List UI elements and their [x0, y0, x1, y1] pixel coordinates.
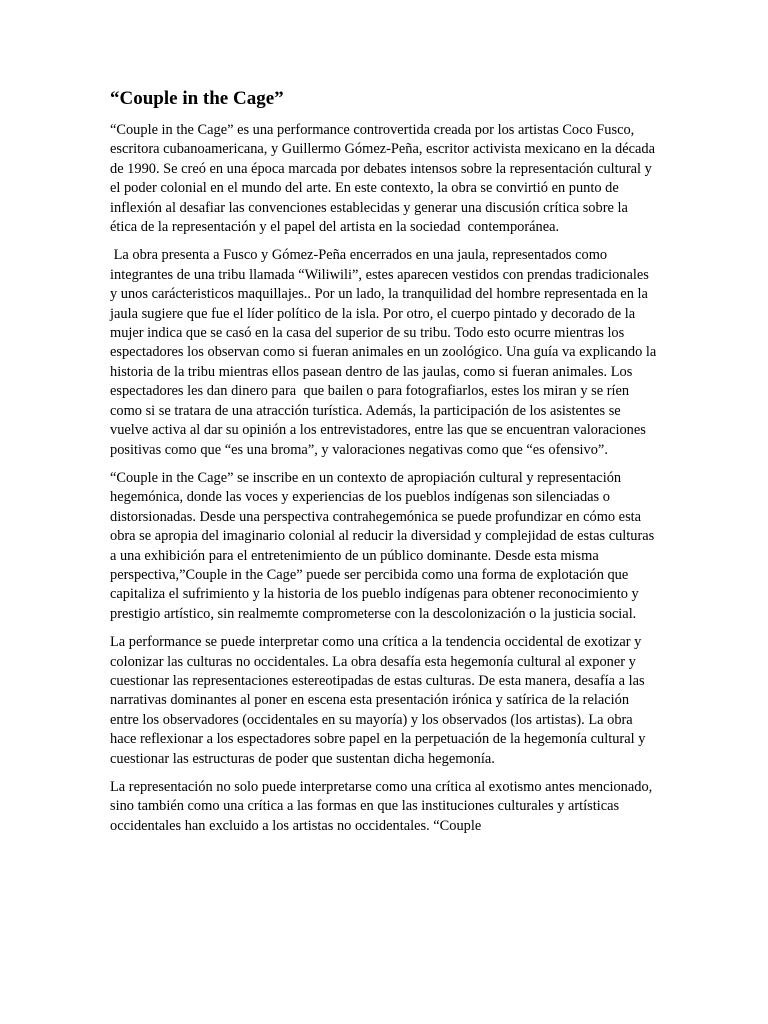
paragraph-5: La representación no solo puede interpretarse como una crítica al exotismo antes mencionado, sino también como una crítica a las formas en que las instituciones culturales y artísticas occidentales han excluido a los artistas no occidentales. “Couple — [110, 779, 656, 834]
paragraph-3: “Couple in the Cage” se inscribe en un contexto de apropiación cultural y representación hegemónica, donde las voces y experiencias de los pueblos indígenas son silenciadas o distorsionadas. Desde una perspectiva contrahegemónica se puede profundizar en cómo esta obra se apropia del imaginario colonial al reducir la diversidad y complejidad de estas culturas a una exhibición para el entretenimiento de un público dominante. Desde esta misma perspectiva,”Couple in the Cage” puede ser percibida como una forma de explotación que capitaliza el sufrimiento y la historia de los pueblo indígenas para obtener reconocimiento y prestigio artístico, sin realmemte comprometerse con la descolonización o la justicia social. — [110, 469, 658, 622]
paragraph-4: La performance se puede interpretar como una crítica a la tendencia occidental de exotizar y colonizar las culturas no occidentales. La obra desafía esta hegemonía cultural al exponer y cuestionar las representaciones estereotipadas de estas culturas. De esta manera, desafía a las narrativas dominantes al poner en escena esta presentación irónica y satírica de la relación entre los observadores (occidentales en su mayoría) y los observados (los artistas). La obra hace reflexionar a los espectadores sobre papel en la perpetuación de la hegemonía cultural y cuestionar las estructuras de poder que sustentan dicha hegemonía. — [110, 634, 650, 767]
paragraph-2: La obra presenta a Fusco y Gómez-Peña encerrados en una jaula, representados como integrantes de una tribu llamada “Wiliwili”, estes aparecen vestidos con prendas tradicionales y unos carácteristicos maquillajes.. Por un lado, la tranquilidad del hombre representada en la jaula sugiere que fue el líder político de la isla. Por otro, el cuerpo pintado y decorado de la mujer indica que se casó en la casa del superior de su tribu. Todo esto ocurre mientras los espectadores los observan como si fueran animales en un zoológico. Una guía va explicando la historia de la tribu mientras ellos pasean dentro de las jaulas, como si fueran animales. Los espectadores les dan dinero para que bailen o para fotografiarlos, estes los miran y se ríen como si se tratara de una atracción turística. Además, la participación de los asistentes se vuelve activa al dar su opinión a los entrevistadores, entre las que se encuentran valoraciones positivas como que “es una broma”, y valoraciones negativas como que “es ofensivo”. — [110, 247, 660, 458]
document-body — [110, 87, 658, 845]
paragraph-1: “Couple in the Cage” es una performance controvertida creada por los artistas Coco Fusco, escritora cubanoamericana, y Guillermo Gómez-Peña, escritor activista mexicano en la década de 1990. Se creó en una época marcada por debates intensos sobre la representación cultural y el poder colonial en el mundo del arte. En este contexto, la obra se convirtió en punto de inflexión al desafiar las convenciones establecidas y generar una discusión crítica sobre la ética de la representación y el papel del artista en la sociedad contemporánea. — [110, 122, 659, 236]
document-title: “Couple in the Cage” — [110, 88, 284, 109]
